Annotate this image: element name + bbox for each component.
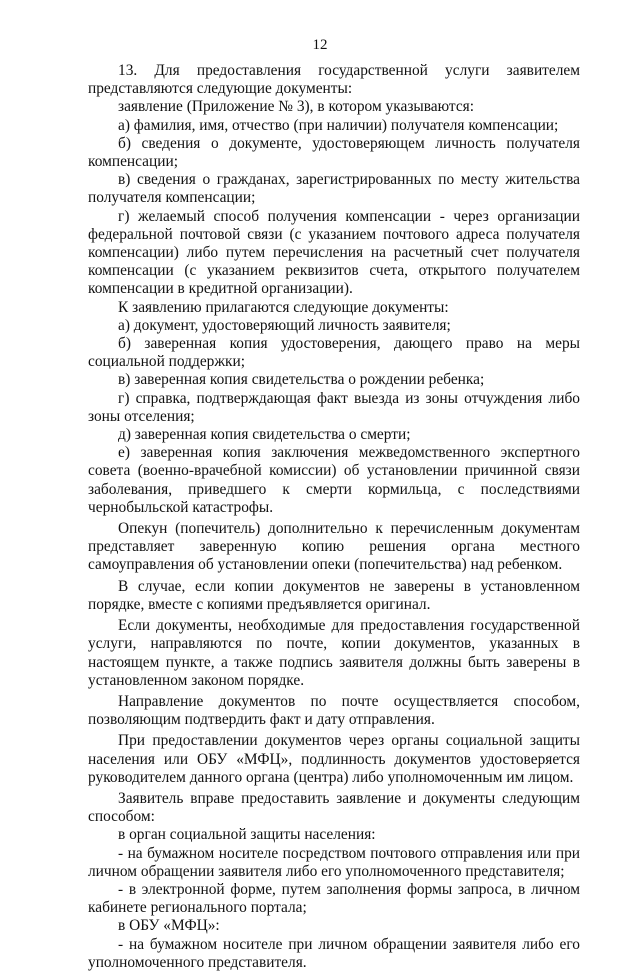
paragraph-attachment-d: д) заверенная копия свидетельства о смерти;: [118, 426, 411, 444]
paragraph-postal-method: Направление документов по почте осуществляется способом, позволяющим подтвердить факт и дату отправления.: [88, 692, 580, 729]
page-number: 12: [312, 37, 328, 53]
paragraph-field-b: б) сведения о документе, удостоверяющем личность получателя компенсации;: [88, 134, 580, 171]
paragraph-uncertified-copies: В случае, если копии документов не заверены в установленном порядке, вместе с копиями предъявляется оригинал.: [88, 577, 580, 613]
paragraph-submission-methods: Заявитель вправе предоставить заявление и документы следующим способом:: [88, 789, 580, 826]
paragraph-attachment-g: г) справка, подтверждающая факт выезда из зоны отчуждения либо зоны отселения;: [88, 389, 580, 425]
paragraph-electronic-form: - в электронной форме, путем заполнения формы запроса, в личном кабинете регионального портала;: [88, 880, 580, 917]
paragraph-attachments-intro: К заявлению прилагаются следующие документы:: [118, 298, 449, 316]
paragraph-mfc-paper: - на бумажном носителе при личном обращении заявителя либо его уполномоченного представителя.: [88, 935, 580, 971]
paragraph-field-a: а) фамилия, имя, отчество (при наличии) получателя компенсации;: [118, 116, 559, 134]
paragraph-attachment-e: е) заверенная копия заключения межведомственного экспертного совета (военно-врачебной комиссии) об установлении причинной связи заболевания, приведшего к смерти кормильца, с последствиями чернобыльской катастрофы.: [88, 444, 580, 516]
document-body: [88, 62, 580, 972]
paragraph-application-fields: заявление (Приложение № 3), в котором указываются:: [118, 98, 475, 116]
paragraph-attachment-b: б) заверенная копия удостоверения, дающего право на меры социальной поддержки;: [88, 335, 580, 371]
paragraph-social-protection-body: в орган социальной защиты населения:: [118, 826, 376, 844]
paragraph-authenticity: При предоставлении документов через органы социальной защиты населения или ОБУ «МФЦ», подлинность документов удостоверяется руководителем данного органа (центра) либо уполномоченным им лицом.: [88, 732, 580, 786]
paragraph-guardian: Опекун (попечитель) дополнительно к перечисленным документам представляет заверенную копию решения органа местного самоуправления об установлении опеки (попечительства) над ребенком.: [88, 520, 580, 574]
paragraph-mfc: в ОБУ «МФЦ»:: [118, 917, 220, 935]
paragraph-field-g: г) желаемый способ получения компенсации - через организации федеральной почтовой связи (с указанием почтового адреса получателя компенсации) либо путем перечисления на расчетный счет получателя компенсации (с указанием реквизитов счета, открытого получателем компенсации в кредитной организации).: [88, 207, 580, 298]
paragraph-attachment-a: а) документ, удостоверяющий личность заявителя;: [118, 316, 451, 334]
paragraph-item-13-intro: 13. Для предоставления государственной услуги заявителем представляются следующие документы:: [88, 62, 580, 98]
paragraph-attachment-v: в) заверенная копия свидетельства о рождении ребенка;: [118, 371, 485, 389]
paragraph-paper-or-personal: - на бумажном носителе посредством почтового отправления или при личном обращении заявителя либо его уполномоченного представителя;: [88, 844, 580, 880]
paragraph-postal-documents: Если документы, необходимые для предоставления государственной услуги, направляются по почте, копии документов, указанных в настоящем пункте, а также подпись заявителя должны быть заверены в установленном законом порядке.: [88, 617, 580, 689]
paragraph-field-v: в) сведения о гражданах, зарегистрированных по месту жительства получателя компенсации;: [88, 171, 580, 207]
